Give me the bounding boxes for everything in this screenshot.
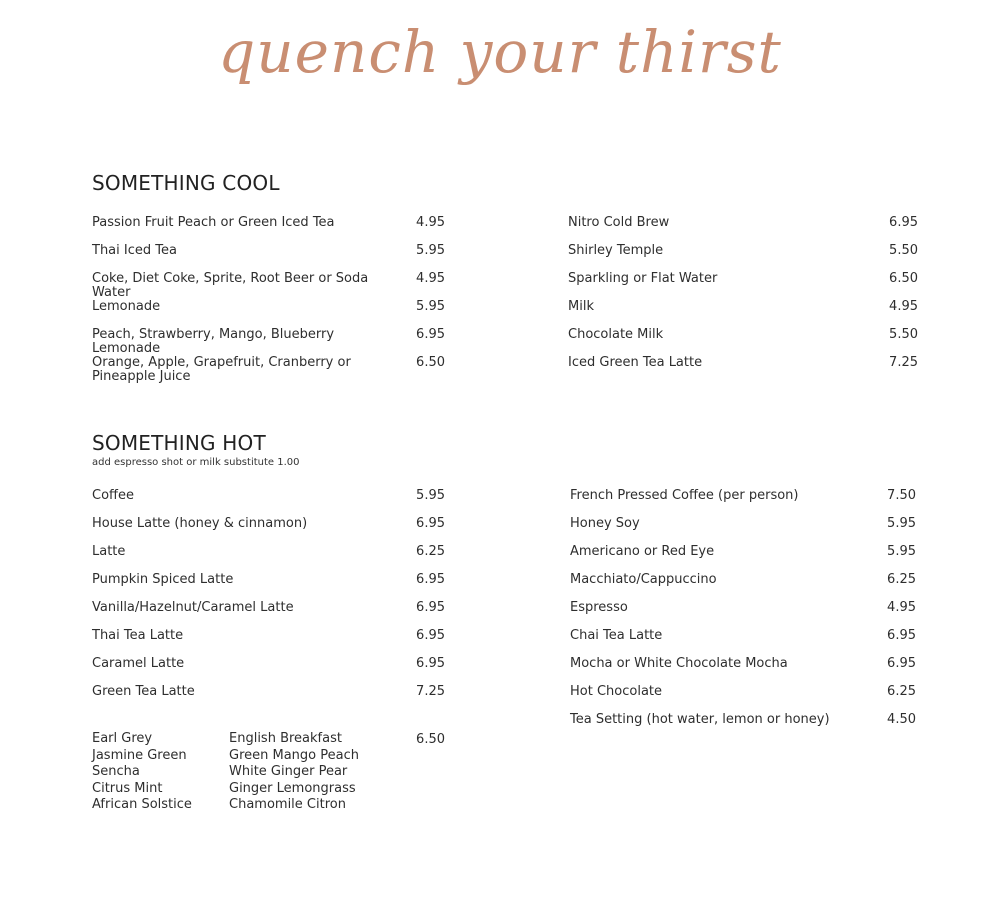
item-price: 6.95 — [887, 656, 916, 671]
item-name: French Pressed Coffee (per person) — [570, 488, 799, 503]
item-name: House Latte (honey & cinnamon) — [92, 516, 308, 531]
menu-item — [92, 657, 445, 671]
item-price: 6.95 — [416, 327, 445, 342]
section-heading-hot: SOMETHING HOT — [92, 431, 266, 455]
item-name: Chai Tea Latte — [570, 628, 663, 643]
tea-name: Sencha — [92, 764, 140, 780]
menu-item — [570, 601, 916, 615]
tea-name: White Ginger Pear — [229, 764, 348, 780]
item-name: Sparkling or Flat Water — [568, 271, 718, 286]
menu-item — [92, 489, 445, 503]
item-price: 6.95 — [416, 656, 445, 671]
item-price: 6.25 — [887, 572, 916, 587]
tea-list-column-1 — [92, 731, 192, 814]
item-name: Latte — [92, 544, 126, 559]
menu-item — [92, 629, 445, 643]
tea-name: Jasmine Green — [92, 747, 187, 763]
item-name: Coffee — [92, 488, 134, 503]
item-price: 6.50 — [416, 355, 445, 370]
item-price: 6.95 — [416, 628, 445, 643]
item-name: Thai Iced Tea — [92, 243, 177, 258]
menu-item — [92, 272, 445, 300]
item-name: Coke, Diet Coke, Sprite, Root Beer or Soda Water — [92, 271, 369, 300]
item-name: Espresso — [570, 600, 628, 615]
item-price: 6.95 — [416, 600, 445, 615]
item-name: Green Tea Latte — [92, 684, 195, 699]
item-name: Macchiato/Cappuccino — [570, 572, 717, 587]
menu-item — [568, 272, 918, 286]
tea-name: Chamomile Citron — [229, 797, 346, 813]
item-name: Passion Fruit Peach or Green Iced Tea — [92, 215, 335, 230]
item-price: 7.25 — [416, 684, 445, 699]
menu-title: quench your thirst — [218, 18, 782, 86]
item-name: Thai Tea Latte — [92, 628, 184, 643]
item-name: Peach, Strawberry, Mango, Blueberry Lemonade — [92, 327, 335, 356]
item-name: Iced Green Tea Latte — [568, 355, 703, 370]
section-note-hot: add espresso shot or milk substitute 1.00 — [92, 457, 300, 468]
menu-item — [92, 573, 445, 587]
item-name: Nitro Cold Brew — [568, 215, 670, 230]
item-price: 4.95 — [889, 299, 918, 314]
item-price: 5.50 — [889, 327, 918, 342]
menu-item — [92, 685, 445, 699]
section-heading-cool: SOMETHING COOL — [92, 171, 280, 195]
item-price: 4.95 — [416, 215, 445, 230]
item-price: 6.95 — [416, 572, 445, 587]
tea-list-column-2 — [229, 731, 359, 814]
menu-item — [570, 489, 916, 503]
item-price: 6.95 — [887, 628, 916, 643]
menu-item — [568, 244, 918, 258]
item-name: Hot Chocolate — [570, 684, 663, 699]
tea-price: 6.50 — [416, 732, 445, 747]
item-price: 5.95 — [416, 299, 445, 314]
tea-name: African Solstice — [92, 797, 192, 813]
menu-item — [92, 216, 445, 230]
item-price: 4.95 — [887, 600, 916, 615]
item-price: 4.50 — [887, 712, 916, 727]
item-price: 6.95 — [889, 215, 918, 230]
tea-name: Ginger Lemongrass — [229, 780, 356, 796]
item-name: Mocha or White Chocolate Mocha — [570, 656, 788, 671]
item-price: 5.95 — [416, 243, 445, 258]
tea-name: English Breakfast — [229, 731, 342, 746]
item-price: 5.95 — [887, 516, 916, 531]
menu-item — [92, 601, 445, 615]
menu-item — [92, 517, 445, 531]
item-name: Honey Soy — [570, 516, 640, 531]
item-price: 7.50 — [887, 488, 916, 503]
menu-item — [92, 328, 445, 356]
item-price: 6.25 — [887, 684, 916, 699]
item-price: 5.50 — [889, 243, 918, 258]
item-name: Lemonade — [92, 299, 161, 314]
tea-name: Citrus Mint — [92, 780, 163, 796]
menu-item — [92, 300, 445, 314]
tea-name: Earl Grey — [92, 731, 153, 746]
item-name: Vanilla/Hazelnut/Caramel Latte — [92, 600, 294, 615]
menu-item — [570, 517, 916, 531]
tea-name: Green Mango Peach — [229, 747, 359, 763]
menu-item — [570, 713, 916, 727]
item-name: Shirley Temple — [568, 243, 664, 258]
menu-item — [92, 356, 445, 384]
item-price: 4.95 — [416, 271, 445, 286]
menu-item — [570, 685, 916, 699]
item-price: 6.25 — [416, 544, 445, 559]
item-price: 5.95 — [416, 488, 445, 503]
menu-item — [92, 244, 445, 258]
item-name: Chocolate Milk — [568, 327, 664, 342]
item-name: Americano or Red Eye — [570, 544, 715, 559]
item-price: 6.95 — [416, 516, 445, 531]
item-name: Orange, Apple, Grapefruit, Cranberry or Pineapple Juice — [92, 355, 351, 384]
menu-item — [570, 573, 916, 587]
menu-item — [568, 216, 918, 230]
item-price: 7.25 — [889, 355, 918, 370]
item-name: Caramel Latte — [92, 656, 185, 671]
menu-item — [568, 356, 918, 370]
menu-item — [92, 545, 445, 559]
item-name: Milk — [568, 299, 594, 314]
menu-item — [570, 629, 916, 643]
menu-item — [568, 328, 918, 342]
item-price: 6.50 — [889, 271, 918, 286]
menu-item — [570, 545, 916, 559]
item-name: Tea Setting (hot water, lemon or honey) — [570, 712, 830, 727]
menu-item — [570, 657, 916, 671]
menu-item — [568, 300, 918, 314]
item-price: 5.95 — [887, 544, 916, 559]
item-name: Pumpkin Spiced Latte — [92, 572, 234, 587]
